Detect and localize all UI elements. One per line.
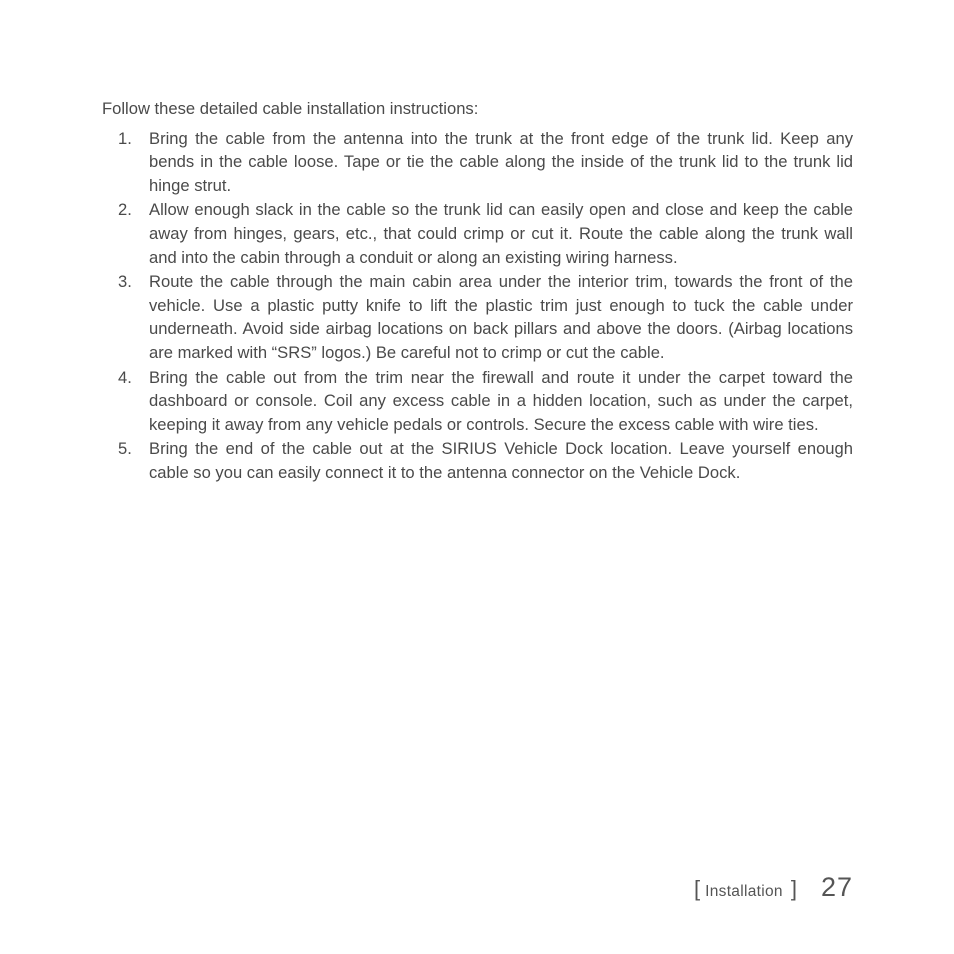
footer-bracket-close: ] [790, 876, 797, 901]
instruction-list [102, 127, 853, 485]
section-label: Installation [705, 883, 783, 900]
step-number: 2. [118, 200, 132, 220]
list-item [102, 270, 853, 364]
step-text: Allow enough slack in the cable so the trunk lid can easily open and close and keep the cable away from hinges, gears, etc., that could crimp or cut it. Route the cable along the trunk wall and into the cabin through a conduit or along an existing wiring harness. [149, 200, 853, 267]
step-text: Bring the end of the cable out at the SIRIUS Vehicle Dock location. Leave yourself enough cable so you can easily connect it to the antenna connector on the Vehicle Dock. [149, 439, 853, 482]
list-item [102, 198, 853, 269]
footer-bracket-open: [ [694, 876, 701, 901]
list-item [102, 366, 853, 437]
list-item [102, 437, 853, 484]
step-text: Bring the cable from the antenna into the trunk at the front edge of the trunk lid. Keep any bends in the cable loose. Tape or tie the cable along the inside of the trunk lid to the trunk lid hinge strut. [149, 128, 853, 195]
intro-text: Follow these detailed cable installation instructions: [102, 99, 479, 118]
list-item [102, 127, 853, 198]
step-number: 5. [118, 439, 132, 459]
step-number: 1. [118, 128, 132, 148]
step-number: 3. [118, 272, 132, 292]
page-number: 27 [820, 872, 853, 902]
step-text: Route the cable through the main cabin area under the interior trim, towards the front of the vehicle. Use a plastic putty knife to lift the plastic trim just enough to tuck the cable under underneath. Avoid side airbag locations on back pillars and above the doors. (Airbag locations are marked with “SRS” logos.) Be careful not to crimp or cut the cable. [149, 272, 853, 362]
step-number: 4. [118, 367, 132, 387]
page-content [102, 97, 853, 486]
step-text: Bring the cable out from the trim near the firewall and route it under the carpet toward the dashboard or console. Coil any excess cable in a hidden location, such as under the carpet, keeping it away from any vehicle pedals or controls. Secure the excess cable with wire ties. [149, 367, 853, 434]
page-footer [694, 872, 853, 903]
